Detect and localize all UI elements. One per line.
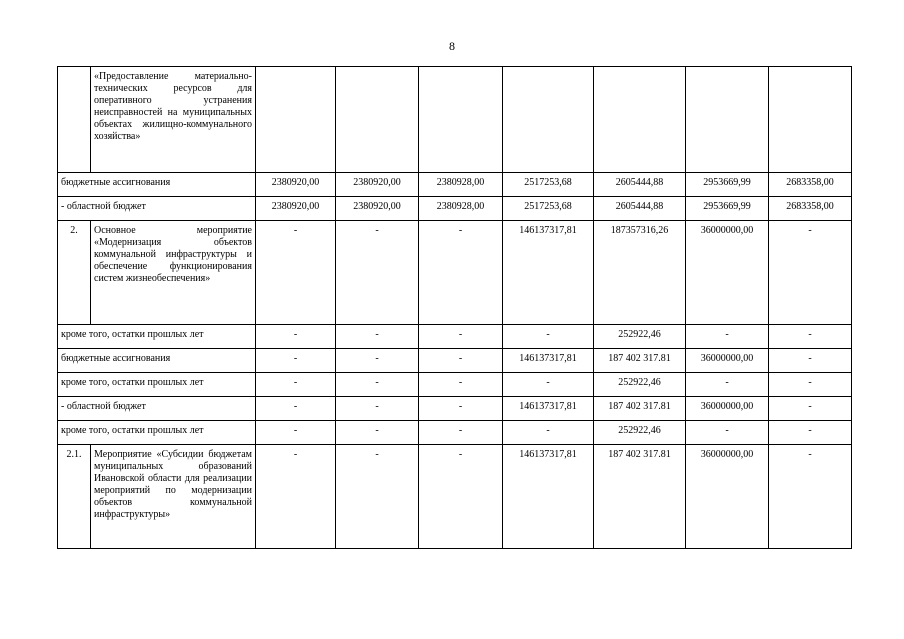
value-cell: - xyxy=(503,325,594,349)
value-cell: - xyxy=(256,397,336,421)
value-cell: 36000000,00 xyxy=(686,445,769,549)
value-cell: - xyxy=(769,221,852,325)
value-cell: - xyxy=(503,373,594,397)
row-index-cell: 2. xyxy=(58,221,91,325)
value-cell: 187357316,26 xyxy=(594,221,686,325)
value-cell: 2380920,00 xyxy=(256,197,336,221)
value-cell: - xyxy=(769,349,852,373)
row-index-cell: 2.1. xyxy=(58,445,91,549)
value-cell xyxy=(503,67,594,173)
value-cell: 146137317,81 xyxy=(503,221,594,325)
value-cell: 187 402 317.81 xyxy=(594,397,686,421)
row-label-cell: Мероприятие «Субсидии бюджетам муниципальных образований Ивановской области для реализации мероприятий по модернизации объектов коммунальной инфраструктуры» xyxy=(91,445,256,549)
value-cell: - xyxy=(336,221,419,325)
value-cell: - xyxy=(419,397,503,421)
row-label-cell: кроме того, остатки прошлых лет xyxy=(58,325,256,349)
value-cell: - xyxy=(686,373,769,397)
value-cell: - xyxy=(419,349,503,373)
value-cell xyxy=(336,67,419,173)
value-cell: - xyxy=(769,373,852,397)
row-label-cell: кроме того, остатки прошлых лет xyxy=(58,373,256,397)
value-cell: 36000000,00 xyxy=(686,221,769,325)
value-cell: 252922,46 xyxy=(594,421,686,445)
value-cell: 2517253,68 xyxy=(503,173,594,197)
value-cell: 2953669,99 xyxy=(686,173,769,197)
value-cell: - xyxy=(419,373,503,397)
value-cell: - xyxy=(256,421,336,445)
value-cell: - xyxy=(419,221,503,325)
value-cell: - xyxy=(336,349,419,373)
row-label-cell: бюджетные ассигнования xyxy=(58,349,256,373)
table-row xyxy=(58,373,852,397)
value-cell: - xyxy=(336,373,419,397)
value-cell: 2380920,00 xyxy=(336,173,419,197)
value-cell: 2380928,00 xyxy=(419,197,503,221)
table-row xyxy=(58,445,852,549)
value-cell: - xyxy=(686,325,769,349)
table-row xyxy=(58,221,852,325)
value-cell: - xyxy=(256,445,336,549)
value-cell: - xyxy=(769,421,852,445)
row-index-cell xyxy=(58,67,91,173)
value-cell: - xyxy=(336,421,419,445)
value-cell xyxy=(686,67,769,173)
value-cell: - xyxy=(419,445,503,549)
value-cell xyxy=(594,67,686,173)
value-cell xyxy=(769,67,852,173)
value-cell: - xyxy=(256,221,336,325)
value-cell: 146137317,81 xyxy=(503,397,594,421)
value-cell: - xyxy=(336,397,419,421)
table-row xyxy=(58,67,852,173)
value-cell: - xyxy=(686,421,769,445)
value-cell: - xyxy=(256,349,336,373)
row-label-cell: - областной бюджет xyxy=(58,397,256,421)
value-cell: 2683358,00 xyxy=(769,197,852,221)
value-cell: - xyxy=(419,421,503,445)
table-row xyxy=(58,325,852,349)
row-label-cell: «Предоставление материально-технических ресурсов для оперативного устранения неисправностей на муниципальных объектах жилищно-коммунального хозяйства» xyxy=(91,67,256,173)
value-cell: - xyxy=(256,325,336,349)
table-row xyxy=(58,173,852,197)
value-cell: - xyxy=(256,373,336,397)
value-cell: 36000000,00 xyxy=(686,397,769,421)
budget-table xyxy=(57,66,852,549)
row-label-cell: - областной бюджет xyxy=(58,197,256,221)
value-cell: 2380920,00 xyxy=(256,173,336,197)
table-row xyxy=(58,197,852,221)
value-cell: 252922,46 xyxy=(594,373,686,397)
value-cell xyxy=(256,67,336,173)
value-cell: - xyxy=(336,445,419,549)
table-row xyxy=(58,397,852,421)
value-cell: 2953669,99 xyxy=(686,197,769,221)
value-cell: - xyxy=(503,421,594,445)
value-cell: 2517253,68 xyxy=(503,197,594,221)
page-number: 8 xyxy=(449,39,455,53)
row-label-cell: бюджетные ассигнования xyxy=(58,173,256,197)
value-cell: 187 402 317.81 xyxy=(594,445,686,549)
value-cell: 2605444,88 xyxy=(594,173,686,197)
value-cell: 2380920,00 xyxy=(336,197,419,221)
value-cell: 146137317,81 xyxy=(503,349,594,373)
value-cell: - xyxy=(769,325,852,349)
value-cell: 36000000,00 xyxy=(686,349,769,373)
value-cell: 2605444,88 xyxy=(594,197,686,221)
value-cell xyxy=(419,67,503,173)
value-cell: - xyxy=(769,397,852,421)
value-cell: - xyxy=(419,325,503,349)
value-cell: 146137317,81 xyxy=(503,445,594,549)
table-row xyxy=(58,421,852,445)
value-cell: 2380928,00 xyxy=(419,173,503,197)
row-label-cell: Основное мероприятие «Модернизация объектов коммунальной инфраструктуры и обеспечение функционирования систем жизнеобеспечения» xyxy=(91,221,256,325)
value-cell: 187 402 317.81 xyxy=(594,349,686,373)
value-cell: - xyxy=(336,325,419,349)
value-cell: 2683358,00 xyxy=(769,173,852,197)
value-cell: 252922,46 xyxy=(594,325,686,349)
value-cell: - xyxy=(769,445,852,549)
table-row xyxy=(58,349,852,373)
row-label-cell: кроме того, остатки прошлых лет xyxy=(58,421,256,445)
